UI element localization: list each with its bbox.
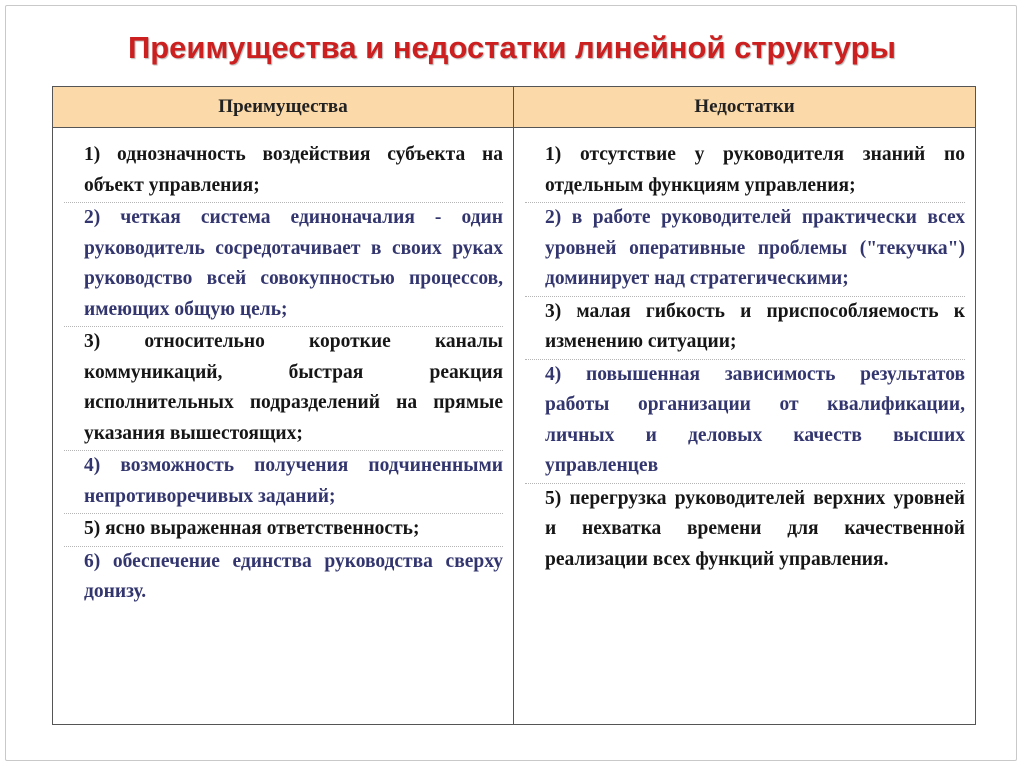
advantage-item-6: 6) обеспечение единства руководства сверху донизу. — [84, 550, 503, 602]
disadvantage-item-2: 2) в работе руководителей практически всех уровней оперативные проблемы ("текучка") доминирует над стратегическими; — [525, 203, 965, 297]
disadvantage-item-5: 5) перегрузка руководителей верхних уровней и нехватка времени для качественной реализации всех функций управления. — [545, 487, 965, 570]
disadvantage-item-4: 4) повышенная зависимость результатов работы организации от квалификации, личных и деловых качеств высших управленцев — [525, 360, 965, 484]
advantage-item-4: 4) возможность получения подчиненными непротиворечивых заданий; — [64, 451, 503, 514]
disadvantage-item-3: 3) малая гибкость и приспособляемость к изменению ситуации; — [525, 297, 965, 360]
advantage-item-3: 3) относительно короткие каналы коммуникаций, быстрая реакция исполнительных подразделений на прямые указания вышестоящих; — [64, 327, 503, 451]
table-body-row — [53, 128, 976, 725]
slide-title: Преимущества и недостатки линейной структуры — [127, 30, 897, 65]
header-advantages: Преимущества — [53, 87, 514, 128]
advantage-item-5: 5) ясно выраженная ответственность; — [64, 514, 503, 547]
header-disadvantages: Недостатки — [514, 87, 976, 128]
advantage-item-2: 2) четкая система единоначалия - один руководитель сосредотачивает в своих руках руководство всей совокупностью процессов, имеющих общую цель; — [64, 203, 503, 327]
comparison-table — [52, 86, 976, 725]
advantage-item-1: 1) однозначность воздействия субъекта на объект управления; — [64, 140, 503, 203]
table-header-row — [53, 87, 976, 128]
advantages-cell — [53, 128, 514, 725]
disadvantage-item-1: 1) отсутствие у руководителя знаний по отдельным функциям управления; — [525, 140, 965, 203]
disadvantages-cell — [514, 128, 976, 725]
